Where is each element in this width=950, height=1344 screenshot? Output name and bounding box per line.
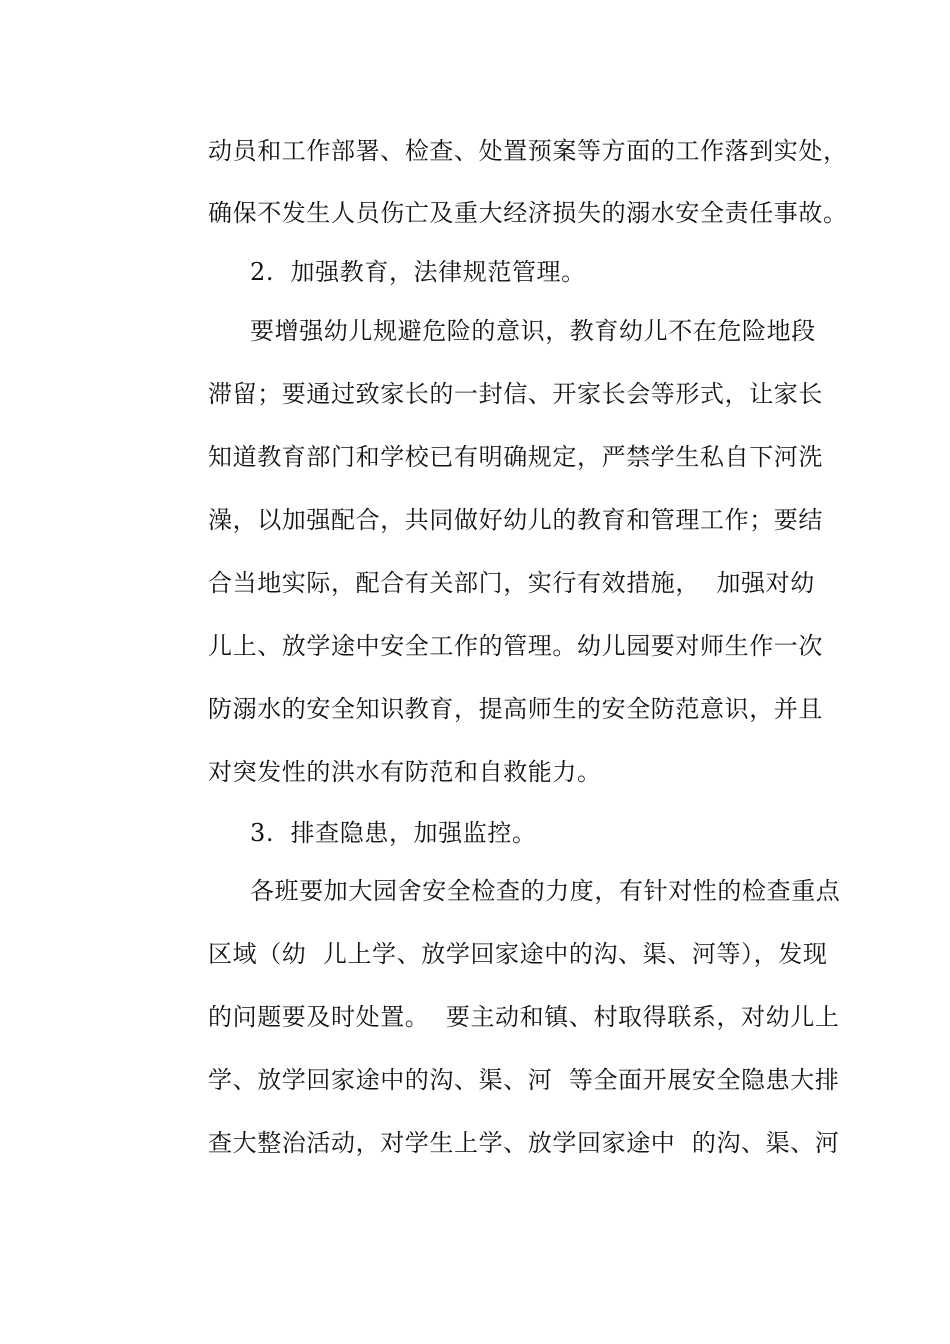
body-line: 查大整治活动，对学生上学、放学回家途中 的沟、渠、河	[208, 1129, 840, 1157]
section-heading: 3. 排查隐患，加强监控。	[250, 819, 537, 847]
section-heading: 2. 加强教育，法律规范管理。	[250, 258, 586, 286]
body-line: 对突发性的洪水有防范和自救能力。	[208, 758, 602, 786]
body-line: 区域（幼 儿上学、放学回家途中的沟、渠、河等），发现	[208, 940, 828, 968]
body-line: 滞留；要通过致家长的一封信、开家长会等形式，让家长	[208, 380, 823, 408]
body-line: 确保不发生人员伤亡及重大经济损失的溺水安全责任事故。	[208, 199, 848, 227]
body-line: 知道教育部门和学校已有明确规定，严禁学生私自下河洗	[208, 443, 823, 471]
body-line: 的问题要及时处置。 要主动和镇、村取得联系，对幼儿上	[208, 1003, 840, 1031]
body-line: 儿上、放学途中安全工作的管理。幼儿园要对师生作一次	[208, 632, 823, 660]
body-line: 澡，以加强配合，共同做好幼儿的教育和管理工作；要结	[208, 506, 823, 534]
body-line: 要增强幼儿规避危险的意识，教育幼儿不在危险地段	[250, 317, 816, 345]
body-line: 各班要加大园舍安全检查的力度，有针对性的检查重点	[250, 877, 841, 905]
body-line: 学、放学回家途中的沟、渠、河 等全面开展安全隐患大排	[208, 1066, 840, 1094]
body-line: 防溺水的安全知识教育，提高师生的安全防范意识，并且	[208, 695, 823, 723]
body-line: 动员和工作部署、检查、处置预案等方面的工作落到实处，	[208, 137, 848, 165]
body-line: 合当地实际，配合有关部门，实行有效措施， 加强对幼	[208, 569, 815, 597]
